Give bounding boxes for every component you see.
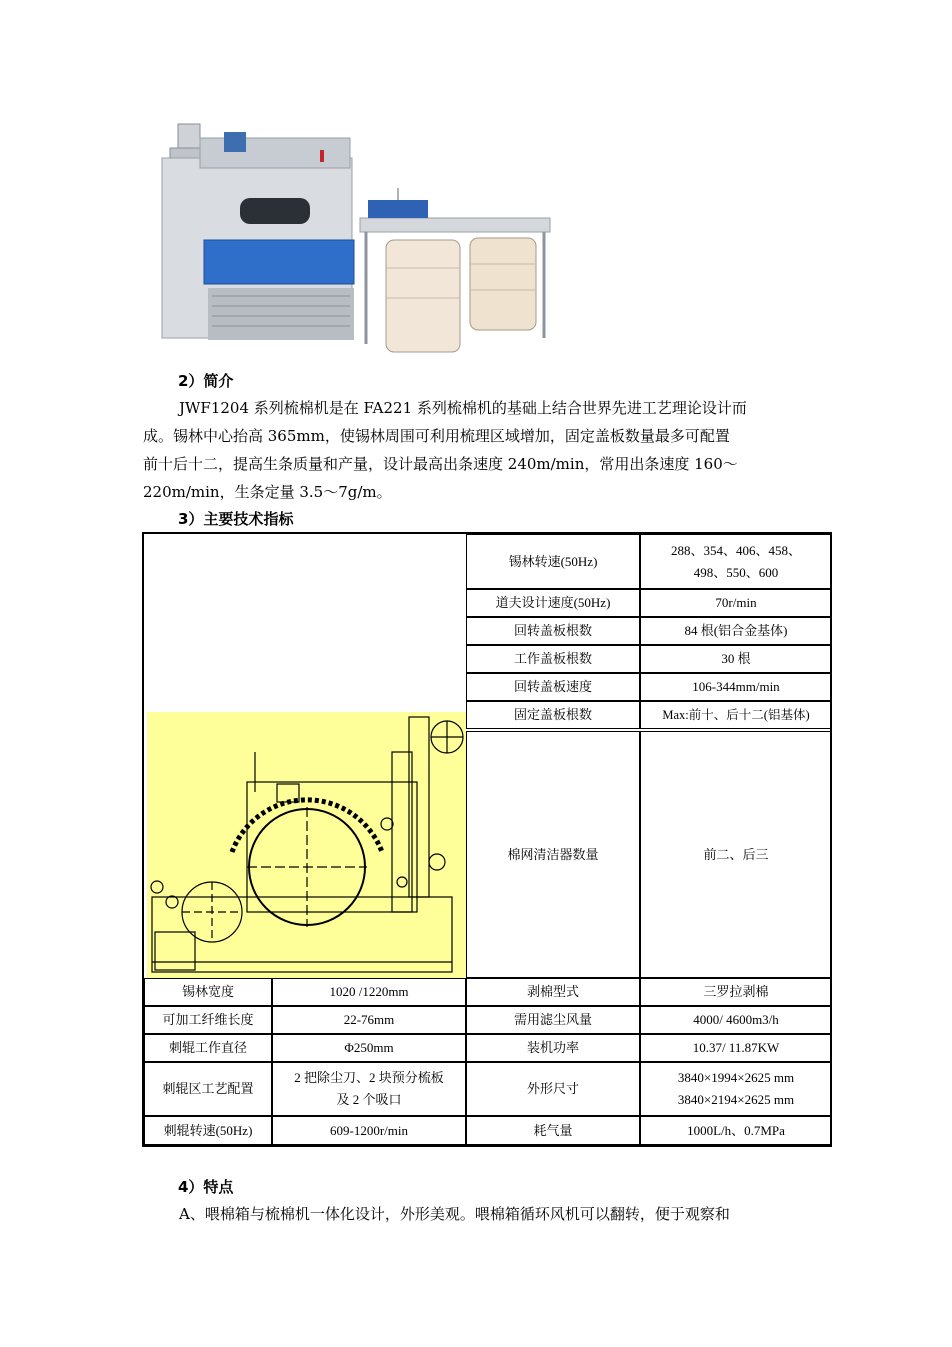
spec-value: 10.37/ 11.87KW: [640, 1034, 832, 1062]
intro-heading: 2）简介: [178, 372, 234, 390]
spec-heading: 3）主要技术指标: [178, 510, 294, 528]
spec-value: [640, 1062, 832, 1116]
spec-value: Max:前十、后十二(铝基体): [640, 701, 832, 729]
features-heading: 4）特点: [178, 1178, 234, 1196]
carding-machine-photo: [160, 118, 552, 358]
intro-line-3: 前十后十二，提高生条质量和产量，设计最高出条速度 240m/min，常用出条速度 160～: [143, 455, 738, 473]
spec-label: 刺辊工作直径: [144, 1034, 272, 1062]
spec-label: 外形尺寸: [466, 1062, 640, 1116]
features-line-1: A、喂棉箱与梳棉机一体化设计，外形美观。喂棉箱循环风机可以翻转，便于观察和: [179, 1205, 730, 1223]
spec-value: 三罗拉剥棉: [640, 978, 832, 1006]
spec-label: 需用滤尘风量: [466, 1006, 640, 1034]
spec-value: 前二、后三: [640, 731, 832, 978]
spec-value: 609-1200r/min: [272, 1116, 466, 1145]
spec-label: 棉网清洁器数量: [466, 731, 640, 978]
spec-label: 固定盖板根数: [466, 701, 640, 729]
spec-value: 22-76mm: [272, 1006, 466, 1034]
intro-line-4: 220m/min，生条定量 3.5～7g/m。: [143, 483, 392, 501]
spec-label: 可加工纤维长度: [144, 1006, 272, 1034]
spec-value: 70r/min: [640, 589, 832, 617]
spec-value: 4000/ 4600m3/h: [640, 1006, 832, 1034]
spec-label: 耗气量: [466, 1116, 640, 1145]
features-paragraph: [143, 1200, 811, 1228]
spec-value: 84 根(铝合金基体): [640, 617, 832, 645]
spec-value: 1000L/h、0.7MPa: [640, 1116, 832, 1145]
spec-value: Φ250mm: [272, 1034, 466, 1062]
spec-value: [272, 1062, 466, 1116]
spec-label: 工作盖板根数: [466, 645, 640, 673]
spec-label: 回转盖板速度: [466, 673, 640, 701]
spec-value-line: 2 把除尘刀、2 块预分梳板: [294, 1070, 444, 1085]
spec-table: [142, 532, 832, 1147]
spec-label: 装机功率: [466, 1034, 640, 1062]
blank-cell: [144, 534, 466, 714]
spec-value: 1020 /1220mm: [272, 978, 466, 1006]
spec-label: 回转盖板根数: [466, 617, 640, 645]
spec-label: 锡林宽度: [144, 978, 272, 1006]
intro-paragraph: [143, 394, 811, 506]
spec-value-line: 3840×2194×2625 mm: [677, 1092, 795, 1107]
spec-value-line: 498、550、600: [693, 564, 779, 580]
spec-label: 道夫设计速度(50Hz): [466, 589, 640, 617]
spec-value-line: 288、354、406、458、: [670, 542, 801, 558]
spec-value-line: 及 2 个吸口: [336, 1092, 402, 1107]
spec-value: 106-344mm/min: [640, 673, 832, 701]
spec-label: 刺辊转速(50Hz): [144, 1116, 272, 1145]
spec-value: 30 根: [640, 645, 832, 673]
spec-label: 剥棉型式: [466, 978, 640, 1006]
carding-machine-schematic-drawing: [147, 712, 466, 978]
spec-value-line: 3840×1994×2625 mm: [677, 1070, 795, 1085]
spec-label: 锡林转速(50Hz): [466, 534, 640, 589]
spec-label: 刺辊区工艺配置: [144, 1062, 272, 1116]
intro-line-1: JWF1204 系列梳棉机是在 FA221 系列梳棉机的基础上结合世界先进工艺理论设计而: [179, 399, 747, 417]
spec-value: [640, 534, 832, 589]
intro-line-2: 成。锡林中心抬高 365mm，使锡林周围可利用梳理区域增加，固定盖板数量最多可配置: [143, 427, 730, 445]
